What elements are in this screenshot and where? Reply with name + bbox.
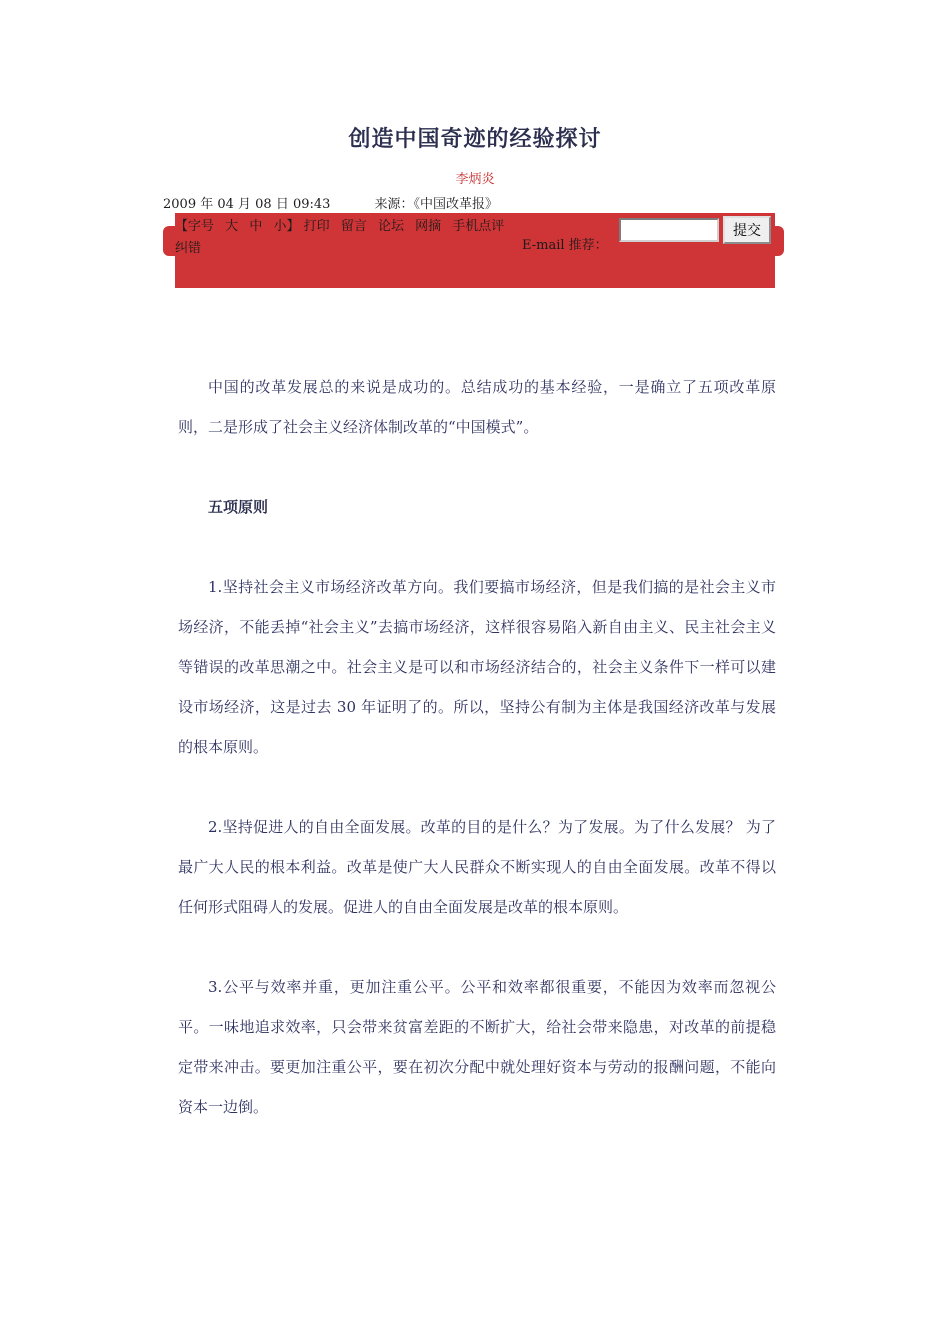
mobile-comment-link[interactable]: 手机点评 xyxy=(452,219,505,234)
email-recommend-label: E-mail 推荐： xyxy=(522,238,608,253)
font-size-label: 字号 xyxy=(188,219,215,234)
toolbar-left-cap xyxy=(163,226,175,256)
author-name[interactable]: 李炳炎 xyxy=(455,172,495,187)
publish-datetime: 2009 年 04 月 08 日 09:43 xyxy=(163,197,331,212)
section-heading: 五项原则 xyxy=(208,498,269,516)
bracket-close: 】 xyxy=(286,219,300,234)
toolbar-links xyxy=(175,216,515,260)
print-link[interactable]: 打印 xyxy=(303,219,330,234)
bracket-open: 【 xyxy=(175,219,189,234)
font-medium-link[interactable]: 中 xyxy=(249,219,263,234)
article-source: 来源：《中国改革报》 xyxy=(374,197,498,212)
message-link[interactable]: 留言 xyxy=(340,219,367,234)
page-title: 创造中国奇迹的经验探讨 xyxy=(348,127,602,152)
wangzhai-link[interactable]: 网摘 xyxy=(415,219,442,234)
submit-button[interactable]: 提交 xyxy=(723,216,771,244)
article-body xyxy=(178,367,776,1127)
email-input[interactable] xyxy=(619,218,719,242)
article-meta xyxy=(163,193,498,212)
paragraph-principle-3: 3.公平与效率并重，更加注重公平。公平和效率都很重要，不能因为效率而忽视公平。一味地追求效率，只会带来贫富差距的不断扩大，给社会带来隐患，对改革的前提稳定带来冲击。要更加注重公平，要在初次分配中就处理好资本与劳动的报酬问题，不能向资本一边倒。 xyxy=(178,978,776,1116)
forum-link[interactable]: 论坛 xyxy=(377,219,404,234)
paragraph-intro: 中国的改革发展总的来说是成功的。总结成功的基本经验，一是确立了五项改革原则，二是形成了社会主义经济体制改革的“中国模式”。 xyxy=(178,378,776,436)
font-large-link[interactable]: 大 xyxy=(225,219,239,234)
paragraph-principle-1: 1.坚持社会主义市场经济改革方向。我们要搞市场经济，但是我们搞的是社会主义市场经济，不能丢掉“社会主义”去搞市场经济，这样很容易陷入新自由主义、民主社会主义等错误的改革思潮之中。社会主义是可以和市场经济结合的，社会主义条件下一样可以建设市场经济，这是过去 30 年证明了的。所以，坚持公有制为主体是我国经济改革与发展的根本原则。 xyxy=(178,578,776,756)
font-small-link[interactable]: 小 xyxy=(273,219,287,234)
article-toolbar xyxy=(175,213,775,288)
paragraph-principle-2: 2.坚持促进人的自由全面发展。改革的目的是什么？为了发展。为了什么发展？ 为了最广大人民的根本利益。改革是使广大人民群众不断实现人的自由全面发展。改革不得以任何形式阻碍人的发展。促进人的自由全面发展是改革的根本原则。 xyxy=(178,818,776,916)
correction-link[interactable]: 纠错 xyxy=(175,241,202,256)
